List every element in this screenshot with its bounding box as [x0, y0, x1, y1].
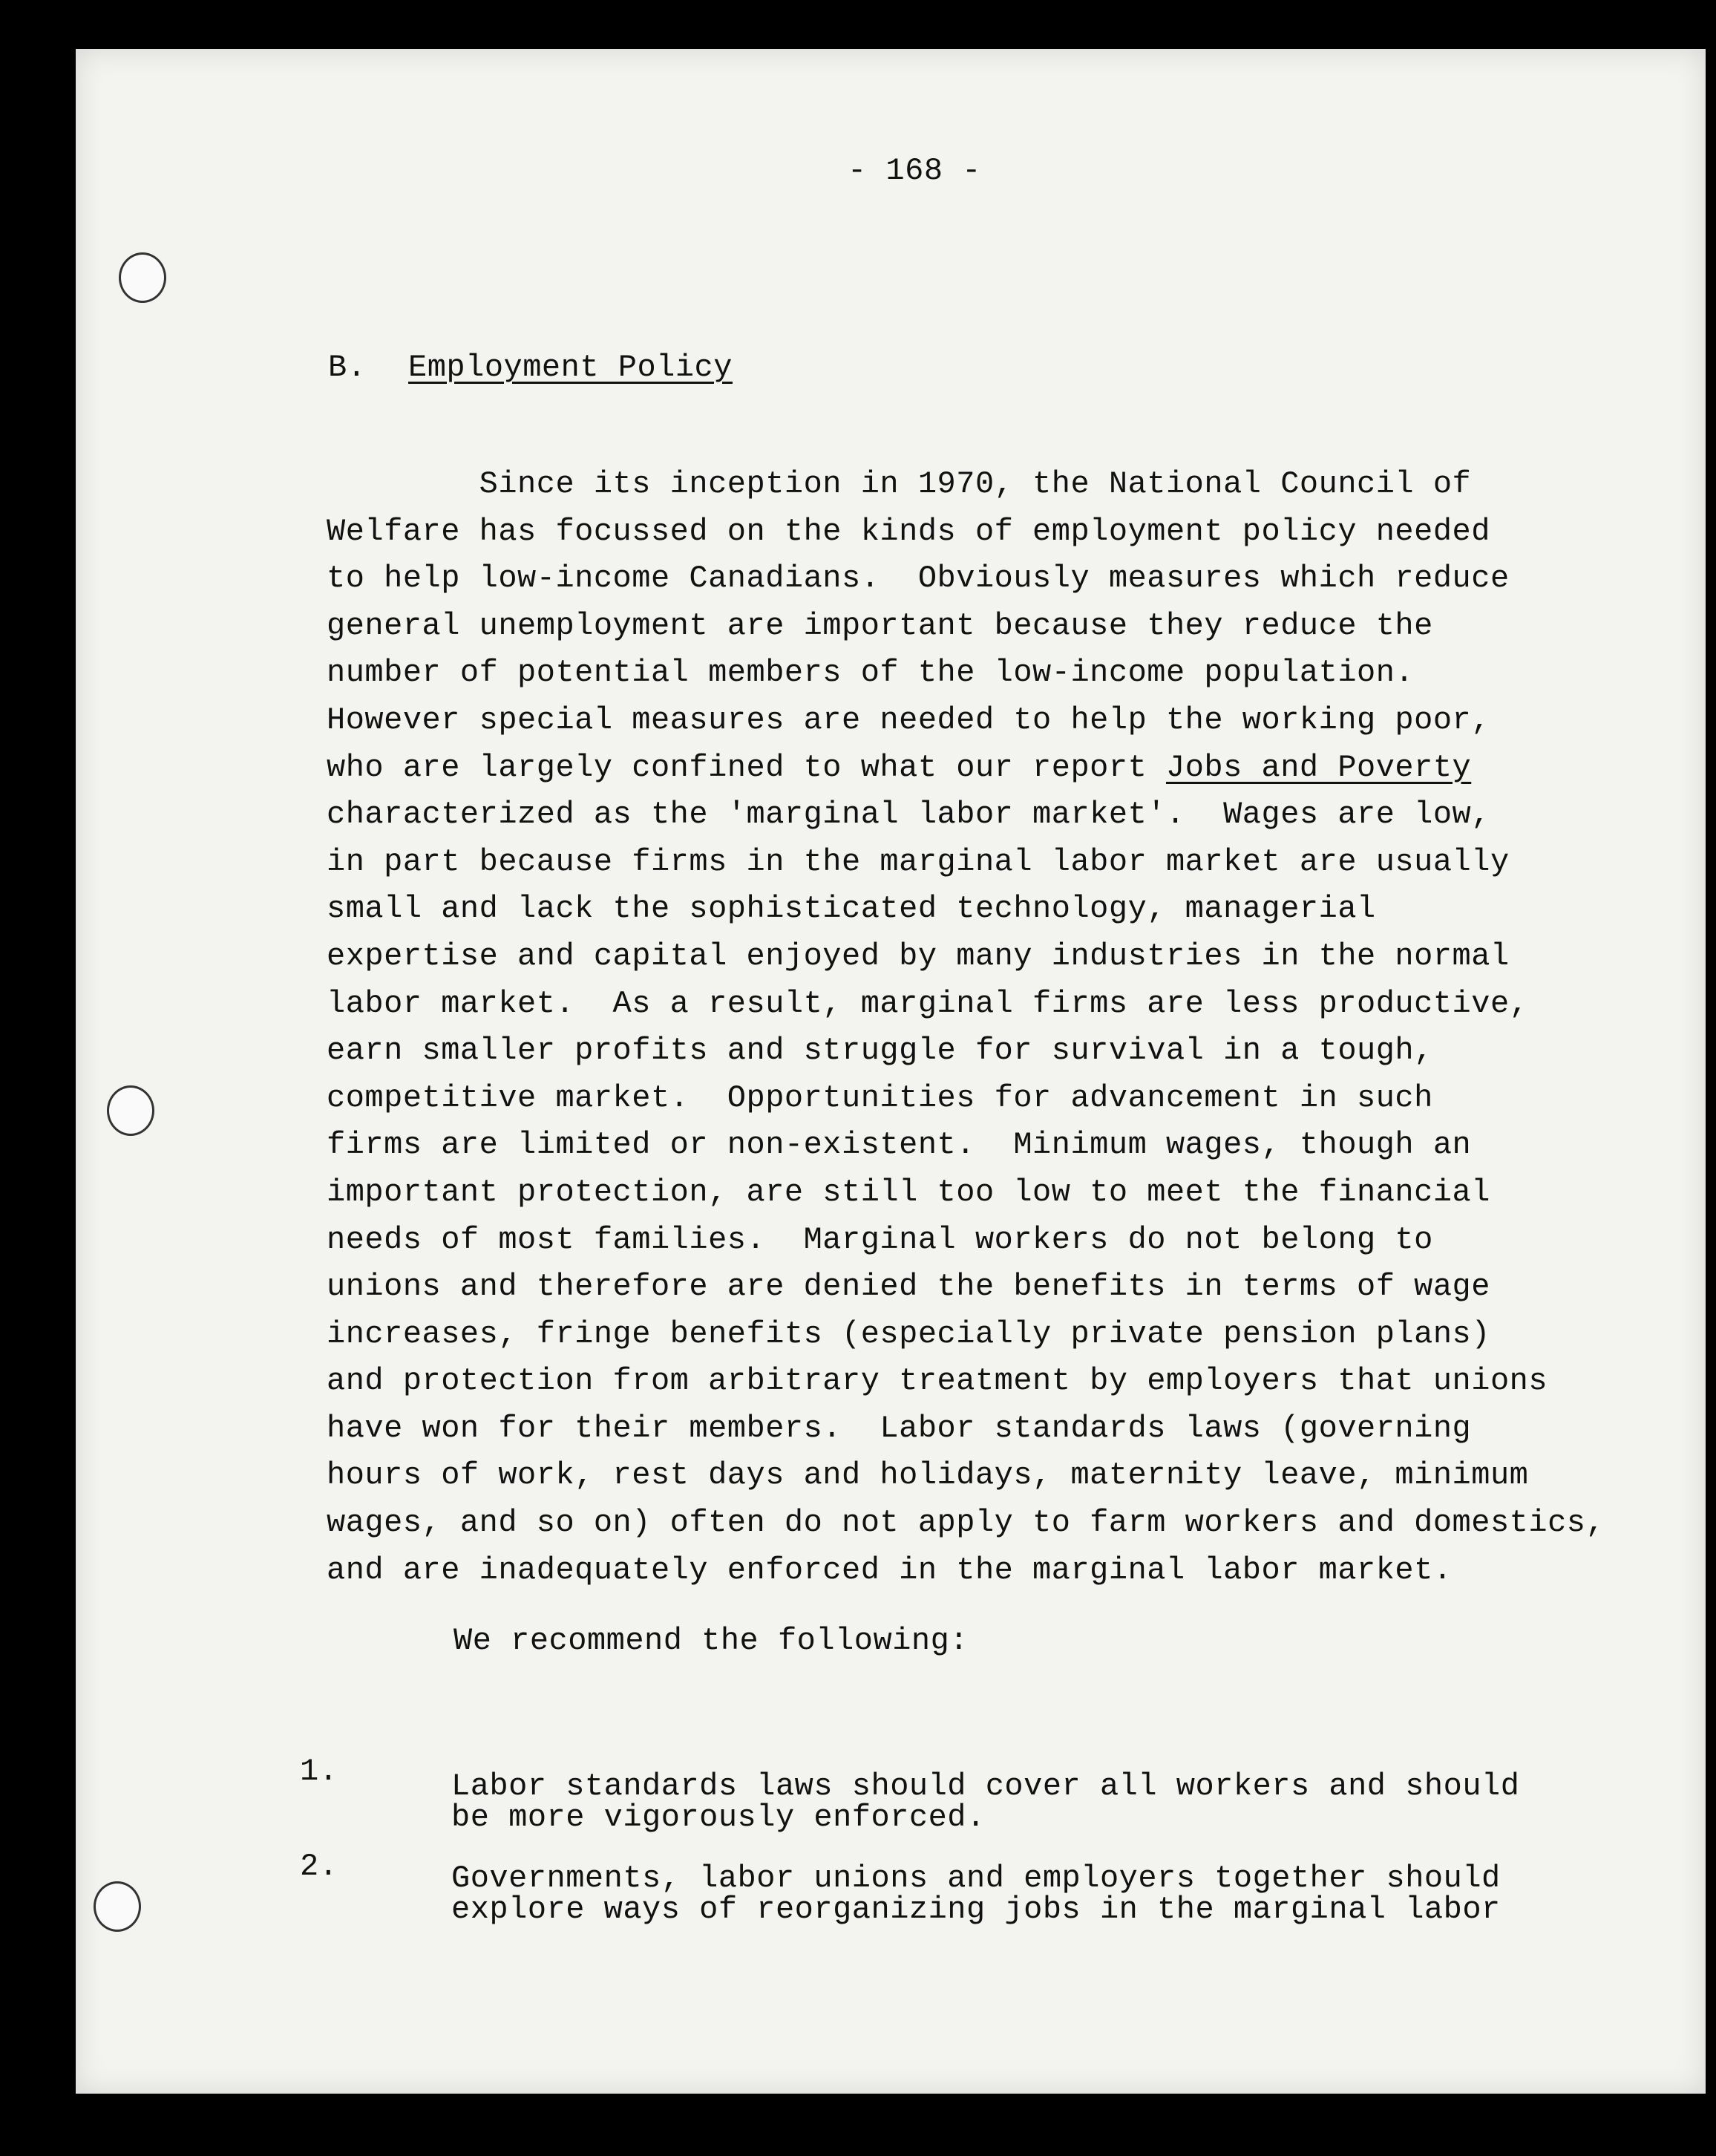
- paragraph-line: labor market. As a result, marginal firms are less productive,: [327, 985, 1529, 1022]
- paragraph-line: competitive market. Opportunities for advancement in such: [327, 1079, 1433, 1116]
- paragraph-line: and are inadequately enforced in the marginal labor market.: [327, 1552, 1453, 1588]
- paragraph-line: number of potential members of the low-income population.: [327, 655, 1415, 691]
- section-title: Employment Policy: [408, 350, 733, 385]
- punch-hole: [119, 252, 166, 303]
- paragraph-line: have won for their members. Labor standards laws (governing: [327, 1410, 1472, 1446]
- paragraph-line: Since its inception in 1970, the National Council of: [327, 466, 1472, 502]
- body-paragraph: [327, 461, 1605, 1594]
- recommendation-number: 1.: [300, 1754, 338, 1789]
- paragraph-line: earn smaller profits and struggle for survival in a tough,: [327, 1033, 1433, 1069]
- recommendation-line: be more vigorously enforced.: [451, 1800, 986, 1835]
- paragraph-line: in part because firms in the marginal labor market are usually: [327, 843, 1510, 880]
- page-number: - 168 -: [848, 153, 981, 189]
- section-letter: B.: [328, 350, 367, 385]
- paragraph-line: characterized as the 'marginal labor market'. Wages are low,: [327, 797, 1490, 833]
- paragraph-line: general unemployment are important because they reduce the: [327, 607, 1433, 644]
- recommendation-number: 2.: [300, 1849, 338, 1884]
- document-page: [76, 49, 1706, 2094]
- paragraph-line: small and lack the sophisticated technology, managerial: [327, 891, 1376, 927]
- paragraph-line: wages, and so on) often do not apply to farm workers and domestics,: [327, 1505, 1605, 1541]
- line-text: who are largely confined to what our report: [327, 749, 1166, 785]
- paragraph-line: Welfare has focussed on the kinds of employment policy needed: [327, 513, 1490, 549]
- paragraph-line: to help low-income Canadians. Obviously measures which reduce: [327, 561, 1510, 597]
- paragraph-line: hours of work, rest days and holidays, maternity leave, minimum: [327, 1457, 1529, 1494]
- punch-hole: [107, 1085, 154, 1136]
- recommendation-line: explore ways of reorganizing jobs in the marginal labor: [451, 1892, 1501, 1927]
- recommend-intro: We recommend the following:: [453, 1623, 969, 1659]
- paragraph-line: expertise and capital enjoyed by many industries in the normal: [327, 938, 1510, 974]
- report-title: Jobs and Poverty: [1165, 749, 1472, 785]
- paragraph-line: increases, fringe benefits (especially private pension plans): [327, 1316, 1490, 1352]
- punch-hole: [94, 1881, 141, 1932]
- paragraph-line: [327, 745, 1605, 792]
- paragraph-line: However special measures are needed to help the working poor,: [327, 702, 1490, 738]
- recommendation-line: Labor standards laws should cover all workers and should: [451, 1768, 1520, 1804]
- recommendation-line: Governments, labor unions and employers together should: [451, 1861, 1501, 1896]
- paragraph-line: firms are limited or non-existent. Minimum wages, though an: [327, 1127, 1472, 1163]
- paragraph-line: needs of most families. Marginal workers do not belong to: [327, 1221, 1433, 1258]
- paragraph-line: important protection, are still too low to meet the financial: [327, 1174, 1490, 1210]
- paragraph-line: and protection from arbitrary treatment by employers that unions: [327, 1363, 1548, 1399]
- paragraph-line: unions and therefore are denied the benefits in terms of wage: [327, 1269, 1490, 1305]
